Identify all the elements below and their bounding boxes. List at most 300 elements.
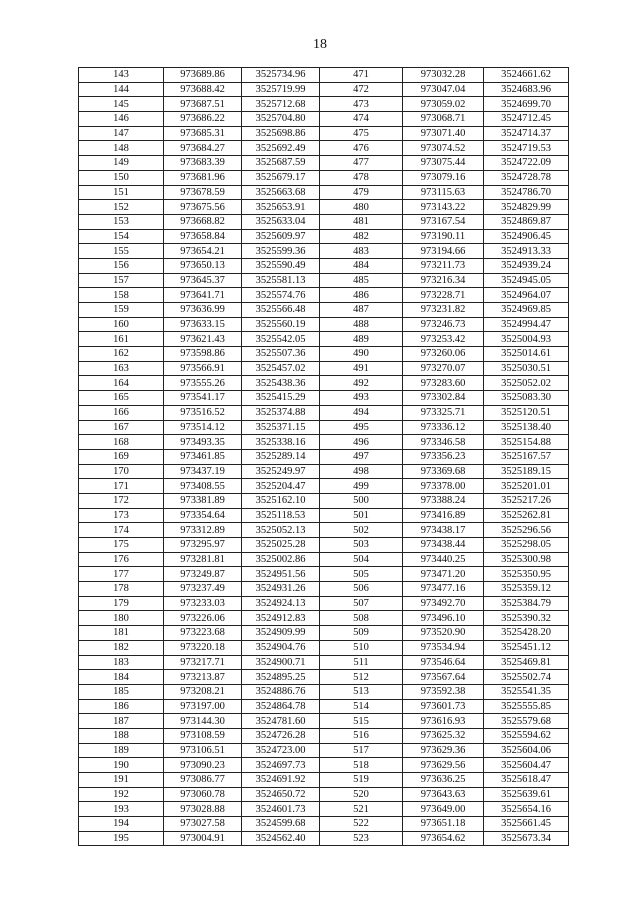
table-row bbox=[79, 317, 569, 332]
table-row bbox=[79, 376, 569, 391]
y-coordinate-right: 3525350.95 bbox=[484, 567, 569, 582]
y-coordinate-right: 3525654.16 bbox=[484, 802, 569, 817]
point-number-left: 176 bbox=[79, 552, 164, 567]
table-row bbox=[79, 817, 569, 832]
y-coordinate-right: 3525661.45 bbox=[484, 817, 569, 832]
table-row bbox=[79, 523, 569, 538]
y-coordinate-left: 3524650.72 bbox=[242, 787, 320, 802]
x-coordinate-left: 973004.91 bbox=[164, 831, 242, 846]
table-row bbox=[79, 303, 569, 318]
point-number-left: 184 bbox=[79, 670, 164, 685]
point-number-right: 482 bbox=[320, 229, 403, 244]
y-coordinate-right: 3524913.33 bbox=[484, 244, 569, 259]
table-row bbox=[79, 714, 569, 729]
y-coordinate-left: 3524912.83 bbox=[242, 611, 320, 626]
y-coordinate-left: 3525457.02 bbox=[242, 361, 320, 376]
y-coordinate-left: 3524924.13 bbox=[242, 596, 320, 611]
x-coordinate-right: 973253.42 bbox=[403, 332, 484, 347]
table-row bbox=[79, 229, 569, 244]
x-coordinate-left: 973144.30 bbox=[164, 714, 242, 729]
point-number-left: 168 bbox=[79, 435, 164, 450]
point-number-right: 523 bbox=[320, 831, 403, 846]
point-number-right: 503 bbox=[320, 538, 403, 553]
y-coordinate-left: 3525249.97 bbox=[242, 464, 320, 479]
x-coordinate-left: 973226.06 bbox=[164, 611, 242, 626]
y-coordinate-right: 3525189.15 bbox=[484, 464, 569, 479]
point-number-left: 155 bbox=[79, 244, 164, 259]
point-number-right: 507 bbox=[320, 596, 403, 611]
point-number-left: 172 bbox=[79, 493, 164, 508]
table-row bbox=[79, 273, 569, 288]
y-coordinate-left: 3525633.04 bbox=[242, 214, 320, 229]
x-coordinate-right: 973190.11 bbox=[403, 229, 484, 244]
y-coordinate-left: 3525025.28 bbox=[242, 538, 320, 553]
point-number-left: 173 bbox=[79, 508, 164, 523]
point-number-right: 488 bbox=[320, 317, 403, 332]
x-coordinate-right: 973346.58 bbox=[403, 435, 484, 450]
point-number-right: 483 bbox=[320, 244, 403, 259]
y-coordinate-left: 3524886.76 bbox=[242, 684, 320, 699]
x-coordinate-left: 973621.43 bbox=[164, 332, 242, 347]
x-coordinate-right: 973074.52 bbox=[403, 141, 484, 156]
point-number-left: 170 bbox=[79, 464, 164, 479]
point-number-right: 511 bbox=[320, 655, 403, 670]
point-number-right: 498 bbox=[320, 464, 403, 479]
y-coordinate-left: 3525415.29 bbox=[242, 391, 320, 406]
table-row bbox=[79, 670, 569, 685]
point-number-right: 493 bbox=[320, 391, 403, 406]
y-coordinate-left: 3524723.00 bbox=[242, 743, 320, 758]
y-coordinate-right: 3525052.02 bbox=[484, 376, 569, 391]
table-row bbox=[79, 244, 569, 259]
point-number-left: 146 bbox=[79, 112, 164, 127]
y-coordinate-left: 3524726.28 bbox=[242, 728, 320, 743]
y-coordinate-right: 3525541.35 bbox=[484, 684, 569, 699]
x-coordinate-right: 973260.06 bbox=[403, 347, 484, 362]
x-coordinate-left: 973237.49 bbox=[164, 582, 242, 597]
point-number-left: 158 bbox=[79, 288, 164, 303]
point-number-left: 164 bbox=[79, 376, 164, 391]
y-coordinate-right: 3524969.85 bbox=[484, 303, 569, 318]
table-row bbox=[79, 361, 569, 376]
point-number-right: 486 bbox=[320, 288, 403, 303]
y-coordinate-right: 3524786.70 bbox=[484, 185, 569, 200]
x-coordinate-left: 973636.99 bbox=[164, 303, 242, 318]
table-row bbox=[79, 112, 569, 127]
y-coordinate-left: 3524895.25 bbox=[242, 670, 320, 685]
point-number-right: 496 bbox=[320, 435, 403, 450]
point-number-left: 195 bbox=[79, 831, 164, 846]
point-number-left: 193 bbox=[79, 802, 164, 817]
y-coordinate-left: 3525719.99 bbox=[242, 82, 320, 97]
x-coordinate-left: 973654.21 bbox=[164, 244, 242, 259]
point-number-right: 512 bbox=[320, 670, 403, 685]
point-number-right: 471 bbox=[320, 68, 403, 83]
y-coordinate-left: 3525289.14 bbox=[242, 449, 320, 464]
x-coordinate-right: 973068.71 bbox=[403, 112, 484, 127]
x-coordinate-right: 973167.54 bbox=[403, 214, 484, 229]
y-coordinate-left: 3524781.60 bbox=[242, 714, 320, 729]
x-coordinate-left: 973541.17 bbox=[164, 391, 242, 406]
y-coordinate-right: 3525469.81 bbox=[484, 655, 569, 670]
y-coordinate-left: 3525574.76 bbox=[242, 288, 320, 303]
y-coordinate-right: 3524714.37 bbox=[484, 126, 569, 141]
point-number-left: 159 bbox=[79, 303, 164, 318]
x-coordinate-right: 973378.00 bbox=[403, 479, 484, 494]
x-coordinate-right: 973211.73 bbox=[403, 258, 484, 273]
x-coordinate-left: 973437.19 bbox=[164, 464, 242, 479]
y-coordinate-right: 3525138.40 bbox=[484, 420, 569, 435]
point-number-left: 185 bbox=[79, 684, 164, 699]
y-coordinate-right: 3524712.45 bbox=[484, 112, 569, 127]
x-coordinate-right: 973567.64 bbox=[403, 670, 484, 685]
x-coordinate-right: 973231.82 bbox=[403, 303, 484, 318]
point-number-right: 479 bbox=[320, 185, 403, 200]
point-number-right: 516 bbox=[320, 728, 403, 743]
x-coordinate-left: 973028.88 bbox=[164, 802, 242, 817]
table-row bbox=[79, 449, 569, 464]
point-number-left: 151 bbox=[79, 185, 164, 200]
x-coordinate-right: 973356.23 bbox=[403, 449, 484, 464]
point-number-right: 508 bbox=[320, 611, 403, 626]
x-coordinate-right: 973534.94 bbox=[403, 640, 484, 655]
point-number-right: 514 bbox=[320, 699, 403, 714]
point-number-right: 520 bbox=[320, 787, 403, 802]
y-coordinate-right: 3525604.06 bbox=[484, 743, 569, 758]
point-number-left: 169 bbox=[79, 449, 164, 464]
x-coordinate-right: 973216.34 bbox=[403, 273, 484, 288]
point-number-left: 183 bbox=[79, 655, 164, 670]
x-coordinate-right: 973438.44 bbox=[403, 538, 484, 553]
x-coordinate-left: 973108.59 bbox=[164, 728, 242, 743]
y-coordinate-right: 3525594.62 bbox=[484, 728, 569, 743]
x-coordinate-left: 973354.64 bbox=[164, 508, 242, 523]
x-coordinate-right: 973325.71 bbox=[403, 405, 484, 420]
table-row bbox=[79, 479, 569, 494]
table-row bbox=[79, 435, 569, 450]
x-coordinate-right: 973520.90 bbox=[403, 626, 484, 641]
table-row bbox=[79, 831, 569, 846]
y-coordinate-left: 3525052.13 bbox=[242, 523, 320, 538]
table-row bbox=[79, 552, 569, 567]
point-number-left: 187 bbox=[79, 714, 164, 729]
y-coordinate-right: 3525167.57 bbox=[484, 449, 569, 464]
x-coordinate-right: 973388.24 bbox=[403, 493, 484, 508]
x-coordinate-left: 973633.15 bbox=[164, 317, 242, 332]
x-coordinate-right: 973369.68 bbox=[403, 464, 484, 479]
y-coordinate-left: 3525162.10 bbox=[242, 493, 320, 508]
y-coordinate-right: 3525451.12 bbox=[484, 640, 569, 655]
point-number-right: 495 bbox=[320, 420, 403, 435]
y-coordinate-right: 3525217.26 bbox=[484, 493, 569, 508]
page-number: 18 bbox=[313, 37, 327, 52]
y-coordinate-left: 3524909.99 bbox=[242, 626, 320, 641]
x-coordinate-left: 973686.22 bbox=[164, 112, 242, 127]
y-coordinate-right: 3525298.05 bbox=[484, 538, 569, 553]
point-number-left: 153 bbox=[79, 214, 164, 229]
y-coordinate-right: 3524906.45 bbox=[484, 229, 569, 244]
x-coordinate-left: 973295.97 bbox=[164, 538, 242, 553]
point-number-right: 485 bbox=[320, 273, 403, 288]
x-coordinate-left: 973681.96 bbox=[164, 170, 242, 185]
table-row bbox=[79, 200, 569, 215]
x-coordinate-right: 973546.64 bbox=[403, 655, 484, 670]
point-number-right: 481 bbox=[320, 214, 403, 229]
point-number-right: 476 bbox=[320, 141, 403, 156]
x-coordinate-left: 973408.55 bbox=[164, 479, 242, 494]
y-coordinate-left: 3525704.80 bbox=[242, 112, 320, 127]
x-coordinate-left: 973493.35 bbox=[164, 435, 242, 450]
x-coordinate-left: 973514.12 bbox=[164, 420, 242, 435]
x-coordinate-right: 973075.44 bbox=[403, 156, 484, 171]
y-coordinate-left: 3525734.96 bbox=[242, 68, 320, 83]
table-row bbox=[79, 420, 569, 435]
y-coordinate-left: 3525599.36 bbox=[242, 244, 320, 259]
x-coordinate-left: 973678.59 bbox=[164, 185, 242, 200]
table-row bbox=[79, 596, 569, 611]
x-coordinate-left: 973658.84 bbox=[164, 229, 242, 244]
y-coordinate-left: 3525653.91 bbox=[242, 200, 320, 215]
y-coordinate-right: 3525154.88 bbox=[484, 435, 569, 450]
y-coordinate-right: 3524683.96 bbox=[484, 82, 569, 97]
y-coordinate-right: 3525502.74 bbox=[484, 670, 569, 685]
table-row bbox=[79, 464, 569, 479]
x-coordinate-left: 973684.27 bbox=[164, 141, 242, 156]
point-number-right: 515 bbox=[320, 714, 403, 729]
y-coordinate-left: 3525438.36 bbox=[242, 376, 320, 391]
x-coordinate-right: 973629.36 bbox=[403, 743, 484, 758]
point-number-right: 510 bbox=[320, 640, 403, 655]
y-coordinate-right: 3525618.47 bbox=[484, 773, 569, 788]
point-number-left: 174 bbox=[79, 523, 164, 538]
x-coordinate-left: 973675.56 bbox=[164, 200, 242, 215]
x-coordinate-left: 973281.81 bbox=[164, 552, 242, 567]
point-number-left: 148 bbox=[79, 141, 164, 156]
point-number-right: 517 bbox=[320, 743, 403, 758]
x-coordinate-right: 973440.25 bbox=[403, 552, 484, 567]
point-number-left: 157 bbox=[79, 273, 164, 288]
y-coordinate-left: 3525609.97 bbox=[242, 229, 320, 244]
y-coordinate-right: 3524994.47 bbox=[484, 317, 569, 332]
point-number-left: 149 bbox=[79, 156, 164, 171]
table-row bbox=[79, 405, 569, 420]
x-coordinate-right: 973059.02 bbox=[403, 97, 484, 112]
point-number-right: 473 bbox=[320, 97, 403, 112]
y-coordinate-left: 3524601.73 bbox=[242, 802, 320, 817]
x-coordinate-right: 973496.10 bbox=[403, 611, 484, 626]
x-coordinate-left: 973685.31 bbox=[164, 126, 242, 141]
x-coordinate-right: 973649.00 bbox=[403, 802, 484, 817]
point-number-left: 150 bbox=[79, 170, 164, 185]
y-coordinate-left: 3525698.86 bbox=[242, 126, 320, 141]
x-coordinate-right: 973438.17 bbox=[403, 523, 484, 538]
table-row bbox=[79, 758, 569, 773]
point-number-left: 160 bbox=[79, 317, 164, 332]
y-coordinate-left: 3525338.16 bbox=[242, 435, 320, 450]
point-number-right: 475 bbox=[320, 126, 403, 141]
table-row bbox=[79, 493, 569, 508]
y-coordinate-left: 3524697.73 bbox=[242, 758, 320, 773]
point-number-right: 477 bbox=[320, 156, 403, 171]
x-coordinate-right: 973651.18 bbox=[403, 817, 484, 832]
x-coordinate-left: 973208.21 bbox=[164, 684, 242, 699]
point-number-right: 502 bbox=[320, 523, 403, 538]
point-number-left: 190 bbox=[79, 758, 164, 773]
x-coordinate-left: 973233.03 bbox=[164, 596, 242, 611]
y-coordinate-right: 3524964.07 bbox=[484, 288, 569, 303]
point-number-right: 490 bbox=[320, 347, 403, 362]
y-coordinate-left: 3525204.47 bbox=[242, 479, 320, 494]
y-coordinate-right: 3525030.51 bbox=[484, 361, 569, 376]
y-coordinate-left: 3524904.76 bbox=[242, 640, 320, 655]
y-coordinate-left: 3525663.68 bbox=[242, 185, 320, 200]
y-coordinate-right: 3525673.34 bbox=[484, 831, 569, 846]
point-number-left: 144 bbox=[79, 82, 164, 97]
point-number-right: 491 bbox=[320, 361, 403, 376]
point-number-left: 145 bbox=[79, 97, 164, 112]
table-row bbox=[79, 508, 569, 523]
point-number-right: 474 bbox=[320, 112, 403, 127]
point-number-right: 484 bbox=[320, 258, 403, 273]
point-number-right: 513 bbox=[320, 684, 403, 699]
point-number-right: 504 bbox=[320, 552, 403, 567]
table-row bbox=[79, 214, 569, 229]
y-coordinate-right: 3525262.81 bbox=[484, 508, 569, 523]
table-row bbox=[79, 684, 569, 699]
y-coordinate-left: 3525371.15 bbox=[242, 420, 320, 435]
point-number-left: 191 bbox=[79, 773, 164, 788]
y-coordinate-right: 3525359.12 bbox=[484, 582, 569, 597]
y-coordinate-right: 3524945.05 bbox=[484, 273, 569, 288]
table-row bbox=[79, 743, 569, 758]
point-number-left: 147 bbox=[79, 126, 164, 141]
point-number-left: 186 bbox=[79, 699, 164, 714]
point-number-right: 505 bbox=[320, 567, 403, 582]
x-coordinate-right: 973228.71 bbox=[403, 288, 484, 303]
y-coordinate-left: 3524599.68 bbox=[242, 817, 320, 832]
x-coordinate-left: 973381.89 bbox=[164, 493, 242, 508]
point-number-right: 509 bbox=[320, 626, 403, 641]
y-coordinate-left: 3525542.05 bbox=[242, 332, 320, 347]
y-coordinate-left: 3525002.86 bbox=[242, 552, 320, 567]
x-coordinate-right: 973270.07 bbox=[403, 361, 484, 376]
x-coordinate-right: 973625.32 bbox=[403, 728, 484, 743]
point-number-left: 188 bbox=[79, 728, 164, 743]
y-coordinate-left: 3524562.40 bbox=[242, 831, 320, 846]
x-coordinate-left: 973668.82 bbox=[164, 214, 242, 229]
table-row bbox=[79, 347, 569, 362]
table-row bbox=[79, 640, 569, 655]
x-coordinate-right: 973071.40 bbox=[403, 126, 484, 141]
x-coordinate-right: 973636.25 bbox=[403, 773, 484, 788]
x-coordinate-right: 973283.60 bbox=[403, 376, 484, 391]
table-row bbox=[79, 391, 569, 406]
point-number-right: 487 bbox=[320, 303, 403, 318]
point-number-right: 478 bbox=[320, 170, 403, 185]
y-coordinate-right: 3525428.20 bbox=[484, 626, 569, 641]
point-number-right: 494 bbox=[320, 405, 403, 420]
y-coordinate-right: 3525014.61 bbox=[484, 347, 569, 362]
x-coordinate-left: 973197.00 bbox=[164, 699, 242, 714]
y-coordinate-right: 3524719.53 bbox=[484, 141, 569, 156]
table-row bbox=[79, 567, 569, 582]
table-row bbox=[79, 68, 569, 83]
x-coordinate-left: 973060.78 bbox=[164, 787, 242, 802]
x-coordinate-right: 973032.28 bbox=[403, 68, 484, 83]
table-row bbox=[79, 611, 569, 626]
y-coordinate-left: 3525507.36 bbox=[242, 347, 320, 362]
x-coordinate-right: 973336.12 bbox=[403, 420, 484, 435]
table-row bbox=[79, 728, 569, 743]
x-coordinate-left: 973688.42 bbox=[164, 82, 242, 97]
coordinates-table bbox=[78, 67, 569, 846]
point-number-left: 194 bbox=[79, 817, 164, 832]
table-row bbox=[79, 97, 569, 112]
y-coordinate-left: 3525118.53 bbox=[242, 508, 320, 523]
x-coordinate-right: 973302.84 bbox=[403, 391, 484, 406]
x-coordinate-left: 973650.13 bbox=[164, 258, 242, 273]
y-coordinate-right: 3525300.98 bbox=[484, 552, 569, 567]
x-coordinate-right: 973079.16 bbox=[403, 170, 484, 185]
y-coordinate-left: 3524900.71 bbox=[242, 655, 320, 670]
y-coordinate-right: 3525384.79 bbox=[484, 596, 569, 611]
x-coordinate-left: 973641.71 bbox=[164, 288, 242, 303]
table-row bbox=[79, 626, 569, 641]
y-coordinate-left: 3524691.92 bbox=[242, 773, 320, 788]
point-number-right: 480 bbox=[320, 200, 403, 215]
y-coordinate-right: 3525579.68 bbox=[484, 714, 569, 729]
x-coordinate-left: 973106.51 bbox=[164, 743, 242, 758]
x-coordinate-right: 973246.73 bbox=[403, 317, 484, 332]
table-row bbox=[79, 82, 569, 97]
table-row bbox=[79, 258, 569, 273]
y-coordinate-right: 3525296.56 bbox=[484, 523, 569, 538]
table-row bbox=[79, 655, 569, 670]
x-coordinate-right: 973416.89 bbox=[403, 508, 484, 523]
table-row bbox=[79, 802, 569, 817]
table-row bbox=[79, 126, 569, 141]
x-coordinate-right: 973471.20 bbox=[403, 567, 484, 582]
point-number-left: 179 bbox=[79, 596, 164, 611]
point-number-left: 154 bbox=[79, 229, 164, 244]
x-coordinate-left: 973689.86 bbox=[164, 68, 242, 83]
x-coordinate-right: 973654.62 bbox=[403, 831, 484, 846]
x-coordinate-right: 973115.63 bbox=[403, 185, 484, 200]
x-coordinate-left: 973312.89 bbox=[164, 523, 242, 538]
y-coordinate-right: 3524722.09 bbox=[484, 156, 569, 171]
y-coordinate-right: 3524728.78 bbox=[484, 170, 569, 185]
point-number-left: 152 bbox=[79, 200, 164, 215]
y-coordinate-right: 3525604.47 bbox=[484, 758, 569, 773]
y-coordinate-right: 3524829.99 bbox=[484, 200, 569, 215]
x-coordinate-right: 973492.70 bbox=[403, 596, 484, 611]
point-number-right: 522 bbox=[320, 817, 403, 832]
y-coordinate-right: 3525390.32 bbox=[484, 611, 569, 626]
y-coordinate-right: 3524869.87 bbox=[484, 214, 569, 229]
table-row bbox=[79, 288, 569, 303]
y-coordinate-right: 3525083.30 bbox=[484, 391, 569, 406]
y-coordinate-right: 3524699.70 bbox=[484, 97, 569, 112]
x-coordinate-right: 973616.93 bbox=[403, 714, 484, 729]
x-coordinate-left: 973027.58 bbox=[164, 817, 242, 832]
point-number-left: 178 bbox=[79, 582, 164, 597]
point-number-right: 472 bbox=[320, 82, 403, 97]
point-number-right: 521 bbox=[320, 802, 403, 817]
table-row bbox=[79, 156, 569, 171]
point-number-left: 171 bbox=[79, 479, 164, 494]
y-coordinate-left: 3525581.13 bbox=[242, 273, 320, 288]
table-row bbox=[79, 538, 569, 553]
